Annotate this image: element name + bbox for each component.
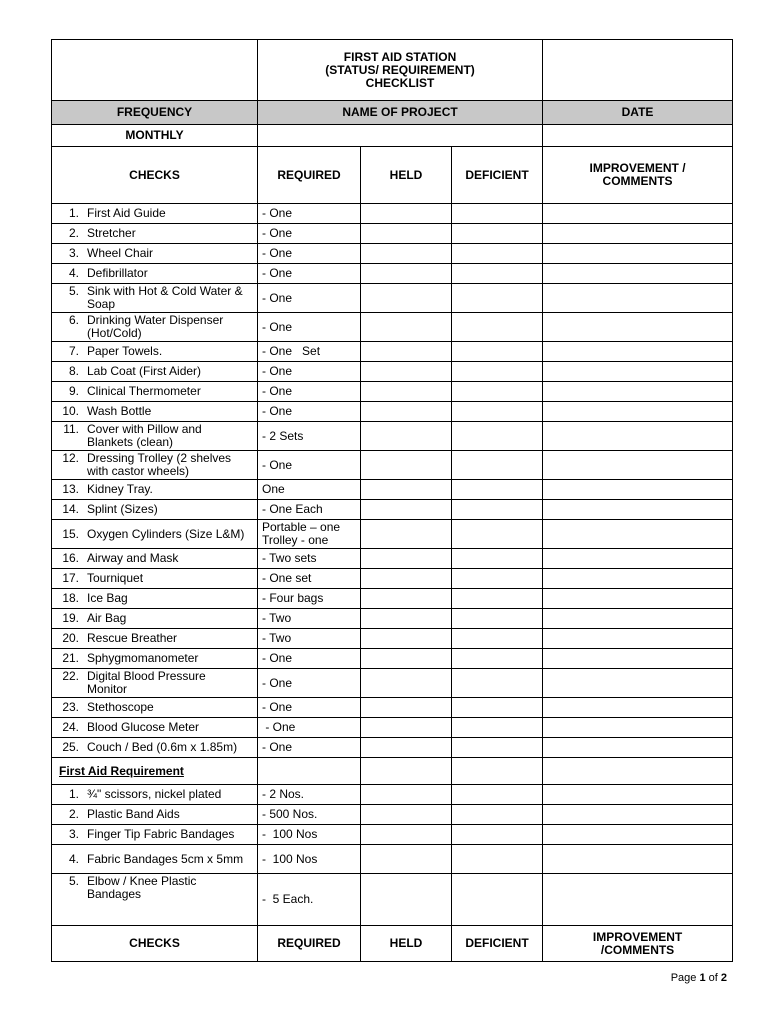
table-row: [52, 718, 733, 738]
item-name: Finger Tip Fabric Bandages: [87, 827, 235, 841]
item-number: 1.: [68, 206, 79, 220]
item-name: Paper Towels.: [87, 344, 163, 358]
frequency-row: [52, 125, 733, 147]
held-field[interactable]: [361, 224, 452, 244]
table-row: [52, 649, 733, 669]
deficient-field[interactable]: [452, 451, 543, 480]
item-check-cell: [52, 264, 258, 284]
deficient-field[interactable]: [452, 313, 543, 342]
requirement-row: [52, 785, 733, 805]
item-name: Wash Bottle: [87, 404, 152, 418]
comments-field[interactable]: [543, 284, 733, 313]
item-name: Drinking Water Dispenser (Hot/Cold): [87, 313, 224, 340]
checklist-table: [51, 39, 733, 962]
item-number: 13.: [62, 482, 79, 496]
held-field[interactable]: [361, 845, 452, 874]
item-check-cell: [52, 402, 258, 422]
held-field[interactable]: [361, 805, 452, 825]
item-required: - 2 Nos.: [258, 785, 361, 805]
item-check-cell: [52, 204, 258, 224]
deficient-field[interactable]: [452, 845, 543, 874]
held-header-bottom: HELD: [361, 926, 452, 962]
deficient-field[interactable]: [452, 569, 543, 589]
item-number: 18.: [62, 591, 79, 605]
item-required: - 100 Nos: [258, 825, 361, 845]
deficient-field[interactable]: [452, 549, 543, 569]
item-check-cell: [52, 382, 258, 402]
title-line-1: FIRST AID STATION: [343, 49, 457, 64]
item-name: Sink with Hot & Cold Water & Soap: [87, 284, 243, 311]
item-number: 5.: [68, 874, 79, 888]
title-line-3: CHECKLIST: [365, 75, 435, 90]
table-row: [52, 244, 733, 264]
column-header-row: [52, 147, 733, 204]
comments-field[interactable]: [543, 738, 733, 758]
held-field[interactable]: [361, 500, 452, 520]
held-field[interactable]: [361, 204, 452, 224]
improvement-header-bottom: IMPROVEMENT /COMMENTS: [543, 926, 733, 962]
held-field[interactable]: [361, 874, 452, 926]
item-number: 12.: [62, 451, 79, 465]
item-required: - One: [258, 244, 361, 264]
item-check-cell: [52, 520, 258, 549]
item-name: Dressing Trolley (2 shelves with castor wheels): [87, 451, 232, 478]
page-title: [258, 40, 543, 101]
deficient-field[interactable]: [452, 738, 543, 758]
item-name: First Aid Guide: [87, 206, 166, 220]
title-left-blank: [52, 40, 258, 101]
table-row: [52, 362, 733, 382]
project-name-field[interactable]: [258, 125, 543, 147]
deficient-field[interactable]: [452, 264, 543, 284]
date-field[interactable]: [543, 125, 733, 147]
held-field[interactable]: [361, 451, 452, 480]
comments-field[interactable]: [543, 451, 733, 480]
checks-header: CHECKS: [52, 147, 258, 204]
table-row: [52, 313, 733, 342]
table-row: [52, 480, 733, 500]
comments-field[interactable]: [543, 825, 733, 845]
item-required: - One Each: [258, 500, 361, 520]
deficient-field[interactable]: [452, 204, 543, 224]
item-required: - Two: [258, 609, 361, 629]
item-required: - One: [258, 284, 361, 313]
deficient-field[interactable]: [452, 669, 543, 698]
table-row: [52, 629, 733, 649]
held-field[interactable]: [361, 362, 452, 382]
item-number: 7.: [68, 344, 79, 358]
item-number: 2.: [68, 807, 79, 821]
table-row: [52, 669, 733, 698]
held-field[interactable]: [361, 402, 452, 422]
item-required: - One: [258, 224, 361, 244]
item-number: 11.: [63, 422, 79, 436]
item-name: Wheel Chair: [87, 246, 154, 260]
item-required: One: [258, 480, 361, 500]
deficient-field[interactable]: [452, 825, 543, 845]
item-check-cell: [52, 738, 258, 758]
deficient-field[interactable]: [452, 284, 543, 313]
item-check-cell: [52, 845, 258, 874]
item-number: 8.: [68, 364, 79, 378]
held-field[interactable]: [361, 825, 452, 845]
item-number: 14.: [62, 502, 79, 516]
held-field[interactable]: [361, 313, 452, 342]
table-row: [52, 569, 733, 589]
comments-field[interactable]: [543, 785, 733, 805]
comments-field[interactable]: [543, 569, 733, 589]
deficient-field[interactable]: [452, 342, 543, 362]
table-row: [52, 342, 733, 362]
item-check-cell: [52, 589, 258, 609]
deficient-field[interactable]: [452, 718, 543, 738]
comments-field[interactable]: [543, 204, 733, 224]
item-number: 20.: [62, 631, 79, 645]
item-check-cell: [52, 698, 258, 718]
held-field[interactable]: [361, 284, 452, 313]
item-required: - 500 Nos.: [258, 805, 361, 825]
deficient-field[interactable]: [452, 649, 543, 669]
item-number: 19.: [62, 611, 79, 625]
item-number: 21.: [62, 651, 79, 665]
item-number: 10.: [62, 404, 79, 418]
item-number: 23.: [62, 700, 79, 714]
deficient-field[interactable]: [452, 480, 543, 500]
item-required: - 5 Each.: [258, 874, 361, 926]
item-required: - One: [258, 264, 361, 284]
held-field[interactable]: [361, 698, 452, 718]
requirement-row: [52, 845, 733, 874]
checks-header-bottom: CHECKS: [52, 926, 258, 962]
item-check-cell: [52, 569, 258, 589]
requirement-row: [52, 805, 733, 825]
deficient-field[interactable]: [452, 805, 543, 825]
item-number: 4.: [68, 851, 79, 866]
comments-field[interactable]: [543, 589, 733, 609]
item-number: 6.: [68, 313, 79, 327]
footer-current-page: 1: [699, 972, 706, 984]
project-header: NAME OF PROJECT: [258, 101, 543, 125]
item-name: Splint (Sizes): [87, 502, 158, 516]
item-name: Cover with Pillow and Blankets (clean): [87, 422, 202, 449]
item-check-cell: [52, 629, 258, 649]
held-field[interactable]: [361, 718, 452, 738]
requirement-row: [52, 825, 733, 845]
item-required: - Two sets: [258, 549, 361, 569]
held-field[interactable]: [361, 669, 452, 698]
frequency-header: FREQUENCY: [52, 101, 258, 125]
held-field[interactable]: [361, 382, 452, 402]
item-required: - One: [258, 698, 361, 718]
table-row: [52, 204, 733, 224]
item-required: - One: [258, 669, 361, 698]
item-name: Rescue Breather: [87, 631, 178, 645]
comments-field[interactable]: [543, 758, 733, 785]
deficient-field[interactable]: [452, 422, 543, 451]
deficient-field[interactable]: [452, 244, 543, 264]
improvement-header: IMPROVEMENT / COMMENTS: [543, 147, 733, 204]
item-required: - Four bags: [258, 589, 361, 609]
item-number: 17.: [62, 571, 79, 585]
item-number: 5.: [68, 284, 79, 298]
item-check-cell: [52, 609, 258, 629]
item-number: 22.: [62, 669, 79, 683]
item-name: Digital Blood Pressure Monitor: [87, 669, 206, 696]
item-name: Kidney Tray.: [87, 482, 153, 496]
item-name: Defibrillator: [87, 266, 148, 280]
comments-field[interactable]: [543, 629, 733, 649]
item-required: - One: [258, 362, 361, 382]
item-required: - One: [258, 204, 361, 224]
table-row: [52, 422, 733, 451]
item-required: - One: [258, 313, 361, 342]
comments-field[interactable]: [543, 520, 733, 549]
item-name: Clinical Thermometer: [87, 384, 201, 398]
deficient-field[interactable]: [452, 362, 543, 382]
item-check-cell: [52, 649, 258, 669]
held-field[interactable]: [361, 758, 452, 785]
deficient-field[interactable]: [452, 520, 543, 549]
table-row: [52, 609, 733, 629]
item-required: - 100 Nos: [258, 845, 361, 874]
section-heading: First Aid Requirement: [52, 758, 258, 785]
comments-field[interactable]: [543, 422, 733, 451]
title-row: [52, 40, 733, 101]
item-name: Airway and Mask: [87, 551, 179, 565]
required-header: REQUIRED: [258, 147, 361, 204]
item-check-cell: [52, 785, 258, 805]
item-check-cell: [52, 874, 258, 926]
item-required: - One: [258, 718, 361, 738]
item-check-cell: [52, 422, 258, 451]
held-field[interactable]: [361, 649, 452, 669]
footer-of: of: [705, 972, 721, 984]
deficient-field[interactable]: [452, 382, 543, 402]
deficient-field[interactable]: [452, 609, 543, 629]
comments-field[interactable]: [543, 402, 733, 422]
footer-prefix: Page: [670, 972, 700, 984]
footer-total-pages: 2: [720, 972, 727, 984]
item-number: 4.: [68, 266, 79, 280]
deficient-header: DEFICIENT: [452, 147, 543, 204]
item-required: - One: [258, 402, 361, 422]
table-row: [52, 224, 733, 244]
deficient-field[interactable]: [452, 629, 543, 649]
item-name: Air Bag: [87, 611, 127, 625]
comments-field[interactable]: [543, 845, 733, 874]
item-required: - One: [258, 451, 361, 480]
item-number: 15.: [62, 526, 79, 541]
item-check-cell: [52, 500, 258, 520]
table-row: [52, 284, 733, 313]
item-number: 3.: [68, 827, 79, 841]
deficient-field[interactable]: [452, 874, 543, 926]
item-required: - Two: [258, 629, 361, 649]
section-heading-row: [52, 758, 733, 785]
item-required: - One: [258, 649, 361, 669]
table-row: [52, 738, 733, 758]
table-row: [52, 500, 733, 520]
held-field[interactable]: [361, 785, 452, 805]
page-footer: [671, 972, 727, 984]
item-required: - One: [258, 382, 361, 402]
held-field[interactable]: [361, 264, 452, 284]
item-required: - 2 Sets: [258, 422, 361, 451]
comments-field[interactable]: [543, 244, 733, 264]
comments-field[interactable]: [543, 382, 733, 402]
held-field[interactable]: [361, 520, 452, 549]
held-field[interactable]: [361, 480, 452, 500]
item-name: Tourniquet: [87, 571, 144, 585]
deficient-header-bottom: DEFICIENT: [452, 926, 543, 962]
item-required: - One Set: [258, 342, 361, 362]
table-row: [52, 264, 733, 284]
comments-field[interactable]: [543, 669, 733, 698]
held-field[interactable]: [361, 422, 452, 451]
comments-field[interactable]: [543, 649, 733, 669]
held-header: HELD: [361, 147, 452, 204]
item-check-cell: [52, 718, 258, 738]
item-number: 25.: [62, 740, 79, 754]
table-row: [52, 520, 733, 549]
item-name: Plastic Band Aids: [87, 807, 180, 821]
held-field[interactable]: [361, 609, 452, 629]
comments-field[interactable]: [543, 362, 733, 382]
item-number: 1.: [68, 787, 79, 801]
item-number: 2.: [68, 226, 79, 240]
comments-field[interactable]: [543, 224, 733, 244]
item-name: Oxygen Cylinders (Size L&M): [87, 526, 245, 541]
item-required: - One: [258, 738, 361, 758]
item-number: 24.: [62, 720, 79, 734]
table-row: [52, 589, 733, 609]
item-name: Stethoscope: [87, 700, 154, 714]
deficient-field[interactable]: [452, 500, 543, 520]
item-name: ¾" scissors, nickel plated: [87, 787, 222, 801]
item-name: Elbow / Knee Plastic Bandages: [87, 874, 197, 901]
table-row: [52, 402, 733, 422]
item-name: Ice Bag: [87, 591, 128, 605]
item-check-cell: [52, 549, 258, 569]
item-name: Fabric Bandages 5cm x 5mm: [87, 851, 244, 866]
item-check-cell: [52, 244, 258, 264]
item-check-cell: [52, 825, 258, 845]
deficient-field[interactable]: [452, 224, 543, 244]
item-name: Lab Coat (First Aider): [87, 364, 202, 378]
requirement-row: [52, 874, 733, 926]
date-header: DATE: [543, 101, 733, 125]
comments-field[interactable]: [543, 718, 733, 738]
held-field[interactable]: [361, 549, 452, 569]
item-name: Stretcher: [87, 226, 136, 240]
required-header-bottom: REQUIRED: [258, 926, 361, 962]
item-check-cell: [52, 805, 258, 825]
deficient-field[interactable]: [452, 785, 543, 805]
table-row: [52, 549, 733, 569]
item-check-cell: [52, 224, 258, 244]
held-field[interactable]: [361, 569, 452, 589]
item-check-cell: [52, 362, 258, 382]
table-row: [52, 451, 733, 480]
title-line-2: (STATUS/ REQUIREMENT): [325, 62, 475, 77]
item-check-cell: [52, 480, 258, 500]
comments-field[interactable]: [543, 609, 733, 629]
comments-field[interactable]: [543, 342, 733, 362]
comments-field[interactable]: [543, 549, 733, 569]
item-number: 9.: [68, 384, 79, 398]
comments-field[interactable]: [543, 698, 733, 718]
item-check-cell: [52, 313, 258, 342]
table-row: [52, 698, 733, 718]
item-check-cell: [52, 451, 258, 480]
deficient-field[interactable]: [452, 589, 543, 609]
item-check-cell: [52, 284, 258, 313]
item-required: Portable – one Trolley - one: [258, 520, 361, 549]
item-check-cell: [52, 342, 258, 362]
comments-field[interactable]: [543, 805, 733, 825]
comments-field[interactable]: [543, 264, 733, 284]
section-required-blank: [258, 758, 361, 785]
bottom-header-row: [52, 926, 733, 962]
deficient-field[interactable]: [452, 758, 543, 785]
held-field[interactable]: [361, 244, 452, 264]
item-name: Sphygmomanometer: [87, 651, 199, 665]
held-field[interactable]: [361, 629, 452, 649]
title-right-blank: [543, 40, 733, 101]
comments-field[interactable]: [543, 480, 733, 500]
table-row: [52, 382, 733, 402]
item-number: 16.: [62, 551, 79, 565]
deficient-field[interactable]: [452, 698, 543, 718]
item-name: Blood Glucose Meter: [87, 720, 200, 734]
held-field[interactable]: [361, 738, 452, 758]
item-required: - One set: [258, 569, 361, 589]
deficient-field[interactable]: [452, 402, 543, 422]
item-check-cell: [52, 669, 258, 698]
comments-field[interactable]: [543, 874, 733, 926]
comments-field[interactable]: [543, 500, 733, 520]
item-name: Couch / Bed (0.6m x 1.85m): [87, 740, 238, 754]
held-field[interactable]: [361, 589, 452, 609]
header-band: [52, 101, 733, 125]
held-field[interactable]: [361, 342, 452, 362]
comments-field[interactable]: [543, 313, 733, 342]
frequency-value: MONTHLY: [52, 125, 258, 147]
item-number: 3.: [68, 246, 79, 260]
